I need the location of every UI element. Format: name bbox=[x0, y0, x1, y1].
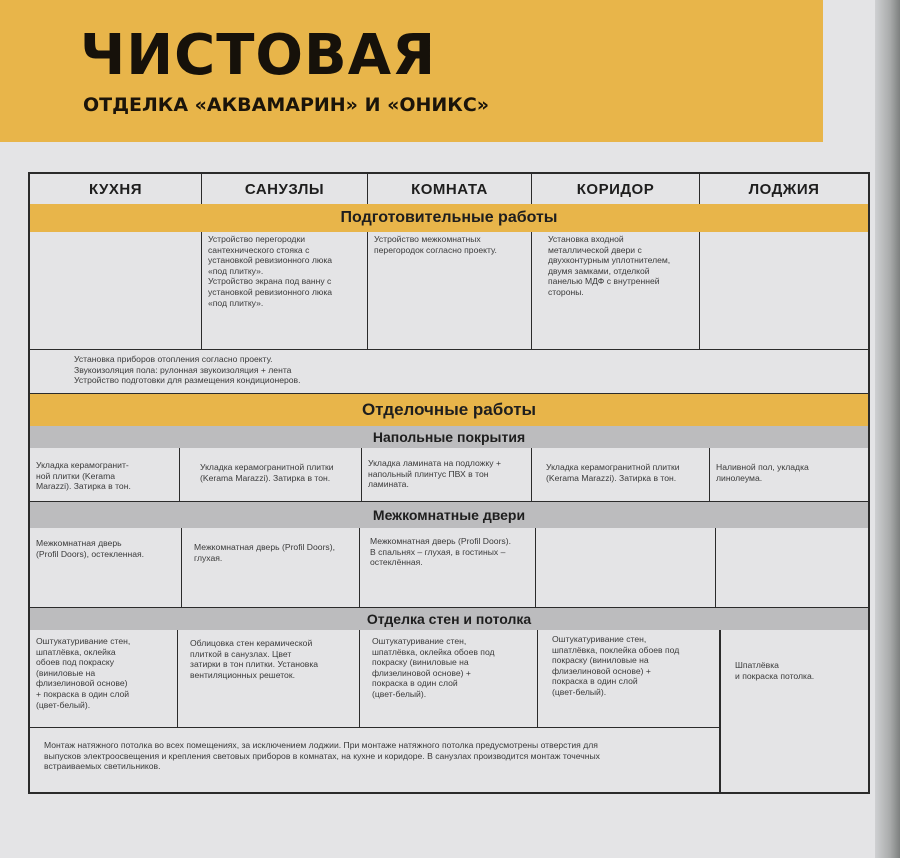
prep-cell-bathrooms: Устройство перегородки сантехнического стояка с установкой ревизионного люка «под плитку». Устройство экрана под ванну с установкой ревизионного люка «под плитку». bbox=[202, 232, 368, 350]
prep-cell-room: Устройство межкомнатных перегородок согласно проекту. bbox=[368, 232, 532, 350]
floor-cell-room: Укладка ламината на подложку + напольный плинтус ПВХ в тон ламината. bbox=[362, 448, 532, 502]
doors-cell-room: Межкомнатная дверь (Profil Doors). В спальнях – глухая, в гостиных – остеклённая. bbox=[360, 528, 536, 608]
subsection-walls: Отделка стен и потолка bbox=[30, 608, 868, 630]
column-header-room: КОМНАТА bbox=[368, 174, 532, 204]
title-banner bbox=[0, 0, 823, 142]
column-header-kitchen: КУХНЯ bbox=[30, 174, 202, 204]
page-title: ЧИСТОВАЯ bbox=[80, 23, 437, 88]
walls-cell-room: Оштукатуривание стен, шпатлёвка, оклейка обоев под покраску (виниловые на флизелиновой основе) + покраска в один слой (цвет-белый). bbox=[360, 630, 538, 728]
prep-cell-loggia bbox=[700, 232, 868, 350]
prep-general-note: Установка приборов отопления согласно проекту. Звукоизоляция пола: рулонная звукоизоляция + лента Устройство подготовки для размещения кондиционеров. bbox=[30, 350, 868, 394]
finishing-table bbox=[28, 172, 870, 794]
floor-cell-loggia: Наливной пол, укладка линолеума. bbox=[710, 448, 868, 502]
column-header-corridor: КОРИДОР bbox=[532, 174, 700, 204]
page-subtitle: ОТДЕЛКА «АКВАМАРИН» И «ОНИКС» bbox=[83, 94, 490, 116]
floor-cell-bathrooms: Укладка керамогранитной плитки (Kerama Marazzi). Затирка в тон. bbox=[180, 448, 362, 502]
walls-cell-loggia: Шпатлёвка и покраска потолка. bbox=[720, 630, 868, 794]
walls-cell-bathrooms: Облицовка стен керамической плиткой в санузлах. Цвет затирки в тон плитки. Установка вентиляционных решеток. bbox=[178, 630, 360, 728]
subsection-doors: Межкомнатные двери bbox=[30, 502, 868, 528]
floor-cell-kitchen: Укладка керамогранит- ной плитки (Kerama Marazzi). Затирка в тон. bbox=[30, 448, 180, 502]
doors-cell-kitchen: Межкомнатная дверь (Profil Doors), остекленная. bbox=[30, 528, 182, 608]
doors-cell-corridor bbox=[536, 528, 716, 608]
doors-cell-bathrooms: Межкомнатная дверь (Profil Doors), глухая. bbox=[182, 528, 360, 608]
prep-cell-corridor: Установка входной металлической двери с двухконтурным уплотнителем, двумя замками, отделкой панелью МДФ с внутренней стороны. bbox=[532, 232, 700, 350]
section-band-finishing: Отделочные работы bbox=[30, 394, 868, 426]
floor-cell-corridor: Укладка керамогранитной плитки (Kerama Marazzi). Затирка в тон. bbox=[532, 448, 710, 502]
walls-cell-kitchen: Оштукатуривание стен, шпатлёвка, оклейка обоев под покраску (виниловые на флизелиновой основе) + покраска в один слой (цвет-белый). bbox=[30, 630, 178, 728]
walls-cell-corridor: Оштукатуривание стен, шпатлёвка, поклейка обоев под покраску (виниловые на флизелиновой основе) + покраска в один слой (цвет-белый). bbox=[538, 630, 720, 728]
page-edge bbox=[875, 0, 900, 858]
subsection-floor: Напольные покрытия bbox=[30, 426, 868, 448]
column-header-loggia: ЛОДЖИЯ bbox=[748, 180, 820, 198]
column-header-bathrooms: САНУЗЛЫ bbox=[202, 174, 368, 204]
prep-cell-kitchen bbox=[30, 232, 202, 350]
doors-cell-loggia bbox=[716, 528, 868, 608]
ceiling-general-note: Монтаж натяжного потолка во всех помещениях, за исключением лоджии. При монтаже натяжного потолка предусмотрены отверстия для выпусков электроосвещения и крепления световых приборов в комнатах, на кухне и коридоре. В санузлах производится монтаж точечных встраиваемых светильников. bbox=[30, 728, 720, 794]
section-band-preparatory: Подготовительные работы bbox=[30, 204, 868, 232]
